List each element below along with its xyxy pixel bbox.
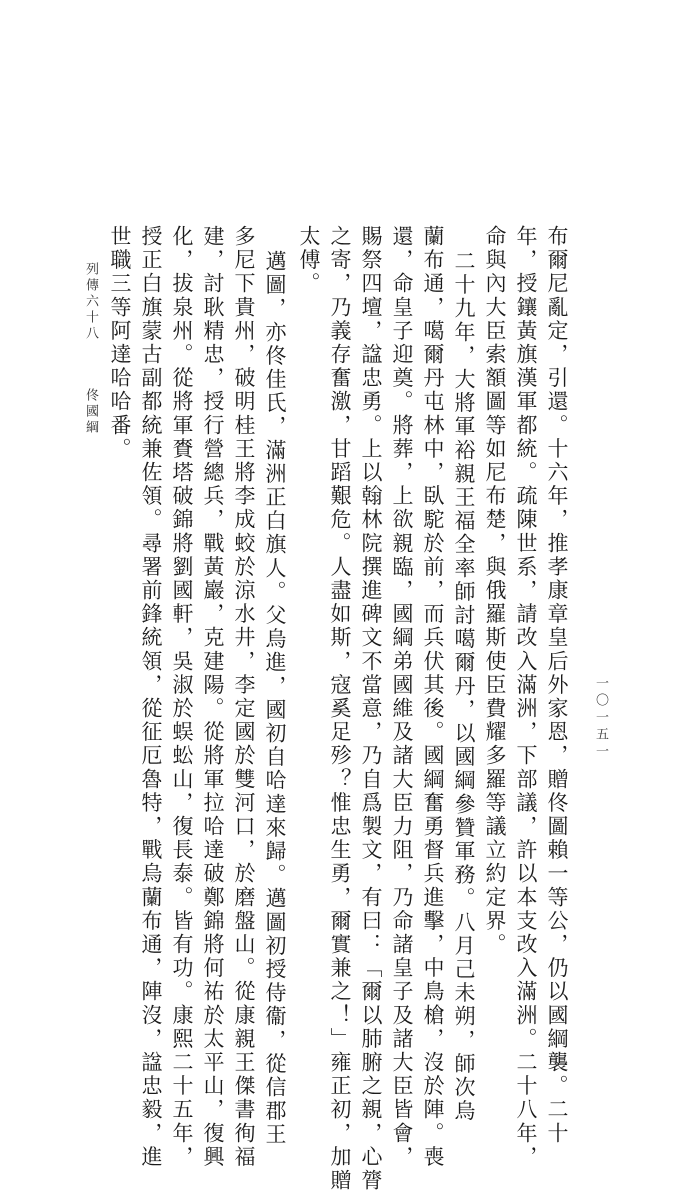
text-column: 多尼下貴州，破明桂王將李成蛟於涼水井，李定國於雙河口，於磨盤山。從康親王傑書徇福 [232, 225, 256, 1169]
text-column: 化，拔泉州。從將軍賚塔破錦將劉國軒，吳淑於蜈蚣山，復長泰。皆有功。康熙二十五年， [170, 225, 194, 1169]
text-column: 布爾尼亂定，引還。十六年，推孝康章皇后外家恩，贈佟圖賴一等公，仍以國綱襲。二十 [545, 225, 569, 1146]
text-column: 命與內大臣索額圖等如尼布楚，與俄羅斯使臣費耀多羅等議立約定界。 [483, 225, 507, 957]
text-column: 太傅。 [297, 225, 321, 296]
text-column: 世職三等阿達哈哈番。 [108, 225, 132, 461]
text-column: 年，授鑲黃旗漢軍都統。疏陳世系，請改入滿洲，下部議，許以本支改入滿洲。二十八年， [514, 225, 538, 1169]
running-chapter-title: 列傳六十八 [83, 262, 98, 342]
text-column: 建，討耿精忠，授行營總兵，戰黃巖，克建陽。從將軍拉哈達破鄭錦將何祐於太平山，復興 [201, 225, 225, 1169]
text-column: 授正白旗蒙古副都統兼佐領。尋署前鋒統領，從征厄魯特，戰烏蘭布通，陣沒，諡忠毅，進 [139, 225, 163, 1169]
text-column: 還，命皇子迎奠。將葬，上欲親臨，國綱弟國維及諸大臣力阻，乃命諸皇子及諸大臣皆會， [390, 225, 414, 1169]
text-column: 蘭布通，噶爾丹屯林中，臥駝於前，而兵伏其後。國綱奮勇督兵進擊，中鳥槍，沒於陣。喪 [421, 225, 445, 1169]
text-column: 之寄，乃義存奮激，甘蹈艱危。人盡如斯，寇奚足殄？惟忠生勇，爾實兼之！」雍正初，加贈 [328, 225, 352, 1193]
text-column: 邁圖，亦佟佳氏，滿洲正白旗人。父烏進，國初自哈達來歸。邁圖初授侍衞，從信郡王 [263, 250, 287, 1147]
text-column: 二十九年，大將軍裕親王福全率師討噶爾丹，以國綱參贊軍務。八月己未朔，師次烏 [452, 250, 476, 1124]
page-number: 一〇一五一 [593, 676, 608, 761]
text-column: 賜祭四壇，諡忠勇。上以翰林院撰進碑文不當意，乃自爲製文，有曰：「爾以肺腑之親，心膂 [359, 225, 383, 1193]
running-biography-name: 佟國綱 [83, 388, 98, 436]
